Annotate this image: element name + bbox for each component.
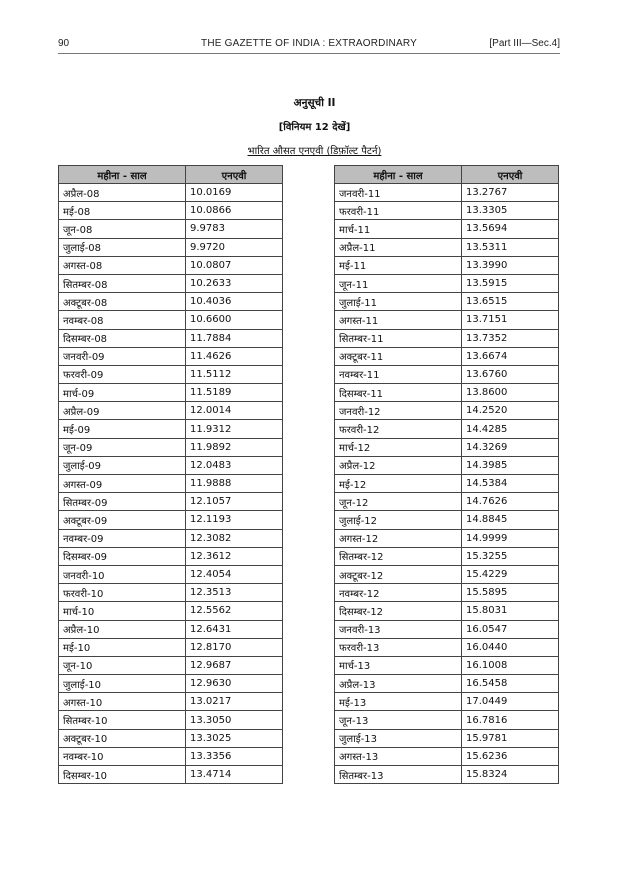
table-row (59, 311, 283, 329)
table-header-row (59, 166, 283, 184)
month-year-cell: जून-12 (335, 493, 462, 511)
table-row (335, 420, 559, 438)
month-year-cell: जनवरी-13 (335, 620, 462, 638)
table-row (59, 547, 283, 565)
month-year-cell: जून-09 (59, 438, 186, 456)
month-year-cell: अगस्त-10 (59, 693, 186, 711)
table-row (335, 256, 559, 274)
table-row (335, 529, 559, 547)
nav-value-cell: 15.9781 (462, 729, 559, 747)
nav-value-cell: 10.0807 (186, 256, 283, 274)
nav-value-cell: 15.8324 (462, 766, 559, 784)
month-year-cell: मार्च-09 (59, 384, 186, 402)
nav-value-cell: 14.9999 (462, 529, 559, 547)
schedule-reference: [विनियम 12 देखें] (278, 122, 351, 133)
right-table-body (335, 184, 559, 784)
table-row (335, 475, 559, 493)
table-row (59, 711, 283, 729)
month-year-cell: अक्टूबर-09 (59, 511, 186, 529)
table-row (335, 711, 559, 729)
table-row (59, 766, 283, 784)
month-year-cell: फरवरी-13 (335, 638, 462, 656)
month-year-cell: सितम्बर-13 (335, 766, 462, 784)
month-year-cell: फरवरी-11 (335, 202, 462, 220)
month-year-cell: मई-08 (59, 202, 186, 220)
left-table-body (59, 184, 283, 784)
nav-value-cell: 9.9720 (186, 238, 283, 256)
month-year-cell: दिसम्बर-08 (59, 329, 186, 347)
table-row (59, 638, 283, 656)
nav-value-cell: 13.5311 (462, 238, 559, 256)
nav-value-cell: 10.2633 (186, 274, 283, 292)
table-row (335, 202, 559, 220)
nav-value-cell: 16.7816 (462, 711, 559, 729)
nav-value-cell: 13.0217 (186, 693, 283, 711)
nav-value-cell: 15.6236 (462, 747, 559, 765)
nav-value-cell: 12.3513 (186, 584, 283, 602)
table-row (335, 766, 559, 784)
month-year-cell: अप्रैल-12 (335, 456, 462, 474)
schedule-subtitle: भारित औसत एनएवी (डिफ़ॉल्ट पैटर्न) (247, 146, 382, 157)
table-row (59, 584, 283, 602)
nav-value-cell: 11.5112 (186, 365, 283, 383)
month-year-cell: अप्रैल-11 (335, 238, 462, 256)
nav-value-cell: 12.9630 (186, 675, 283, 693)
table-row (335, 238, 559, 256)
table-row (59, 475, 283, 493)
month-year-cell: जून-11 (335, 274, 462, 292)
month-year-cell: दिसम्बर-12 (335, 602, 462, 620)
table-row (335, 747, 559, 765)
month-year-cell: जुलाई-12 (335, 511, 462, 529)
table-row (59, 511, 283, 529)
nav-value-cell: 16.0547 (462, 620, 559, 638)
table-row (59, 438, 283, 456)
month-year-cell: मार्च-10 (59, 602, 186, 620)
table-row (59, 256, 283, 274)
nav-value-cell: 13.7352 (462, 329, 559, 347)
month-year-cell: जनवरी-11 (335, 184, 462, 202)
month-year-cell: नवम्बर-10 (59, 747, 186, 765)
nav-value-cell: 12.9687 (186, 656, 283, 674)
nav-value-cell: 14.3985 (462, 456, 559, 474)
month-year-cell: फरवरी-09 (59, 365, 186, 383)
table-row (59, 184, 283, 202)
table-row (59, 729, 283, 747)
table-row (59, 675, 283, 693)
month-year-cell: नवम्बर-08 (59, 311, 186, 329)
month-year-cell: अप्रैल-09 (59, 402, 186, 420)
month-year-cell: अगस्त-08 (59, 256, 186, 274)
table-row (59, 602, 283, 620)
month-year-cell: जनवरी-09 (59, 347, 186, 365)
month-year-header: महीना - साल (335, 166, 462, 184)
month-year-cell: जून-08 (59, 220, 186, 238)
nav-value-cell: 12.3082 (186, 529, 283, 547)
table-row (335, 220, 559, 238)
nav-value-cell: 13.4714 (186, 766, 283, 784)
nav-value-cell: 12.6431 (186, 620, 283, 638)
nav-value-cell: 11.9892 (186, 438, 283, 456)
table-row (59, 347, 283, 365)
table-row (335, 311, 559, 329)
table-row (335, 402, 559, 420)
month-year-cell: फरवरी-10 (59, 584, 186, 602)
month-year-cell: अक्टूबर-12 (335, 565, 462, 583)
table-row (335, 365, 559, 383)
month-year-cell: अप्रैल-10 (59, 620, 186, 638)
month-year-cell: जून-13 (335, 711, 462, 729)
nav-value-cell: 13.3025 (186, 729, 283, 747)
nav-value-cell: 11.9888 (186, 475, 283, 493)
nav-value-cell: 10.0169 (186, 184, 283, 202)
schedule-title: अनुसूची II (293, 97, 336, 109)
nav-value-cell: 15.4229 (462, 565, 559, 583)
table-row (59, 529, 283, 547)
table-row (335, 638, 559, 656)
nav-value-cell: 11.5189 (186, 384, 283, 402)
nav-value-cell: 12.4054 (186, 565, 283, 583)
table-row (59, 220, 283, 238)
nav-value-cell: 15.5895 (462, 584, 559, 602)
table-row (335, 347, 559, 365)
table-row (59, 565, 283, 583)
month-year-cell: मार्च-12 (335, 438, 462, 456)
nav-value-cell: 10.4036 (186, 293, 283, 311)
table-row (59, 747, 283, 765)
nav-table-right (334, 165, 559, 784)
month-year-cell: जुलाई-10 (59, 675, 186, 693)
month-year-cell: जून-10 (59, 656, 186, 674)
table-row (59, 420, 283, 438)
table-row (335, 184, 559, 202)
month-year-cell: नवम्बर-11 (335, 365, 462, 383)
table-header-row (335, 166, 559, 184)
table-row (335, 493, 559, 511)
month-year-cell: अक्टूबर-10 (59, 729, 186, 747)
month-year-cell: दिसम्बर-10 (59, 766, 186, 784)
month-year-cell: जुलाई-13 (335, 729, 462, 747)
table-row (59, 293, 283, 311)
nav-value-cell: 12.8170 (186, 638, 283, 656)
month-year-cell: मई-10 (59, 638, 186, 656)
table-row (335, 511, 559, 529)
nav-value-cell: 13.3050 (186, 711, 283, 729)
nav-value-cell: 13.6674 (462, 347, 559, 365)
nav-value-cell: 11.9312 (186, 420, 283, 438)
table-row (335, 384, 559, 402)
month-year-cell: अप्रैल-13 (335, 675, 462, 693)
nav-value-cell: 11.4626 (186, 347, 283, 365)
month-year-cell: नवम्बर-12 (335, 584, 462, 602)
page-number: 90 (58, 38, 70, 49)
nav-value-cell: 14.2520 (462, 402, 559, 420)
month-year-cell: दिसम्बर-09 (59, 547, 186, 565)
nav-value-cell: 12.0014 (186, 402, 283, 420)
nav-value-cell: 13.5915 (462, 274, 559, 292)
table-row (335, 274, 559, 292)
nav-value-cell: 14.3269 (462, 438, 559, 456)
nav-value-cell: 12.0483 (186, 456, 283, 474)
nav-value-cell: 14.8845 (462, 511, 559, 529)
month-year-cell: नवम्बर-09 (59, 529, 186, 547)
month-year-cell: सितम्बर-11 (335, 329, 462, 347)
table-row (59, 238, 283, 256)
nav-value-cell: 12.3612 (186, 547, 283, 565)
month-year-cell: सितम्बर-10 (59, 711, 186, 729)
table-row (335, 329, 559, 347)
table-row (59, 274, 283, 292)
table-row (59, 384, 283, 402)
nav-value-cell: 15.8031 (462, 602, 559, 620)
table-row (335, 547, 559, 565)
month-year-cell: सितम्बर-08 (59, 274, 186, 292)
month-year-cell: जनवरी-12 (335, 402, 462, 420)
nav-value-cell: 12.1057 (186, 493, 283, 511)
nav-header: एनएवी (186, 166, 283, 184)
nav-value-cell: 12.1193 (186, 511, 283, 529)
month-year-cell: मई-12 (335, 475, 462, 493)
month-year-cell: जुलाई-08 (59, 238, 186, 256)
table-row (59, 365, 283, 383)
nav-value-cell: 13.8600 (462, 384, 559, 402)
table-row (335, 565, 559, 583)
nav-value-cell: 9.9783 (186, 220, 283, 238)
month-year-cell: सितम्बर-12 (335, 547, 462, 565)
table-row (59, 202, 283, 220)
month-year-cell: अगस्त-13 (335, 747, 462, 765)
nav-value-cell: 13.3305 (462, 202, 559, 220)
nav-value-cell: 14.7626 (462, 493, 559, 511)
table-row (59, 329, 283, 347)
nav-table-left (58, 165, 283, 784)
table-row (335, 602, 559, 620)
nav-value-cell: 13.6760 (462, 365, 559, 383)
table-row (335, 656, 559, 674)
nav-value-cell: 16.0440 (462, 638, 559, 656)
nav-value-cell: 14.5384 (462, 475, 559, 493)
table-row (335, 293, 559, 311)
month-year-cell: अगस्त-09 (59, 475, 186, 493)
nav-value-cell: 13.2767 (462, 184, 559, 202)
nav-value-cell: 11.7884 (186, 329, 283, 347)
table-row (335, 456, 559, 474)
month-year-cell: जुलाई-09 (59, 456, 186, 474)
part-section: [Part III—Sec.4] (489, 38, 560, 49)
month-year-cell: जुलाई-11 (335, 293, 462, 311)
month-year-cell: मार्च-13 (335, 656, 462, 674)
table-row (335, 729, 559, 747)
month-year-cell: मई-11 (335, 256, 462, 274)
month-year-header: महीना - साल (59, 166, 186, 184)
table-row (335, 693, 559, 711)
table-row (59, 456, 283, 474)
gazette-title: THE GAZETTE OF INDIA : EXTRAORDINARY (201, 38, 417, 49)
table-row (59, 493, 283, 511)
nav-value-cell: 13.3356 (186, 747, 283, 765)
header-divider (58, 53, 560, 54)
nav-value-cell: 10.0866 (186, 202, 283, 220)
month-year-cell: मार्च-11 (335, 220, 462, 238)
nav-value-cell: 15.3255 (462, 547, 559, 565)
nav-value-cell: 13.3990 (462, 256, 559, 274)
month-year-cell: दिसम्बर-11 (335, 384, 462, 402)
month-year-cell: मई-13 (335, 693, 462, 711)
table-row (59, 656, 283, 674)
table-row (335, 584, 559, 602)
month-year-cell: अगस्त-11 (335, 311, 462, 329)
nav-value-cell: 14.4285 (462, 420, 559, 438)
month-year-cell: फरवरी-12 (335, 420, 462, 438)
nav-header: एनएवी (462, 166, 559, 184)
table-row (59, 620, 283, 638)
nav-value-cell: 13.6515 (462, 293, 559, 311)
table-row (59, 693, 283, 711)
nav-value-cell: 13.7151 (462, 311, 559, 329)
nav-value-cell: 17.0449 (462, 693, 559, 711)
page-header (58, 38, 560, 54)
nav-value-cell: 13.5694 (462, 220, 559, 238)
table-row (335, 675, 559, 693)
month-year-cell: मई-09 (59, 420, 186, 438)
table-row (335, 620, 559, 638)
table-row (59, 402, 283, 420)
nav-value-cell: 16.5458 (462, 675, 559, 693)
nav-value-cell: 10.6600 (186, 311, 283, 329)
nav-value-cell: 16.1008 (462, 656, 559, 674)
month-year-cell: अगस्त-12 (335, 529, 462, 547)
month-year-cell: सितम्बर-09 (59, 493, 186, 511)
month-year-cell: अक्टूबर-11 (335, 347, 462, 365)
month-year-cell: अक्टूबर-08 (59, 293, 186, 311)
month-year-cell: अप्रैल-08 (59, 184, 186, 202)
nav-value-cell: 12.5562 (186, 602, 283, 620)
month-year-cell: जनवरी-10 (59, 565, 186, 583)
table-row (335, 438, 559, 456)
